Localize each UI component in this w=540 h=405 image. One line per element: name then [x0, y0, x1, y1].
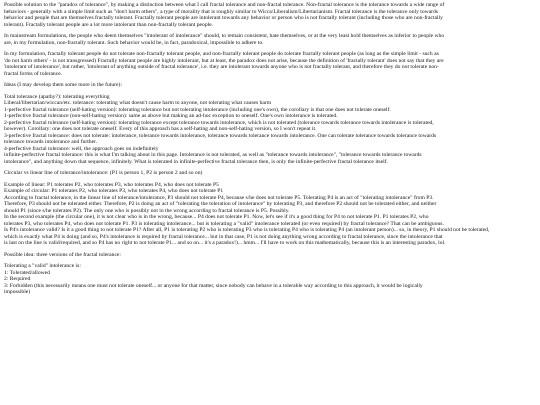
- text-line: impossible): [4, 289, 31, 295]
- text-line: 4-perfective fractal tolerance: well, the approach goes on indefinitely: [4, 145, 159, 152]
- text-line: 2-perfective fractal tolerance (self-hating version): tolerating tolerance except tolerance towards intolerance, which is not tolerated (tolerance towards tolerance towards intolerance is tolerated,: [4, 119, 434, 126]
- text-line: tolerant). Fractally tolerant people are a lot more intolerant than non-fractally tolerant people.: [4, 21, 214, 28]
- text-line: Possible idea: three versions of the fractal tolerance:: [4, 251, 121, 258]
- text-line: 1-perfective fractal tolerance (non-self-hating version): same as above but making an ad-hoc exception to oneself. One's own intolerance is tolerated.: [4, 113, 338, 119]
- text-line: 1-perfective fractal tolerance (self-hating version): tolerating tolerance but not tolerating intolerance (including one's own), the corollary is that one does not tolerate oneself.: [4, 106, 391, 113]
- text-line: behavior and people that are themselves fractally tolerant. Fractally tolerant people are intolerant towards any behavior or person who is not fractally tolerant (including those who are non-fractally: [4, 15, 443, 21]
- paragraph-versions-list: [4, 263, 536, 296]
- text-line: 'intolerant of intolerance', but rather, 'intolerant of anything outside of fractal tolerance', i.e. they are intolerant towards anyone who is not fractally tolerant, and therefore they do not tolerate non-: [4, 64, 439, 70]
- text-line: infinite-perfective fractal tolerance: this is what I'm talking about in this page. Intolerance is not tolerated, as well as "tolerance towards intolerance", "tolerance towards tolerance towards: [4, 152, 422, 158]
- paragraph-ideas-heading: [4, 82, 536, 89]
- paragraph-mainstream: [4, 33, 536, 46]
- text-line: tolerates P3, who tolerates P4, who does not tolerate P1. P3 is tolerating intolerance... but is tolerating a "valid" intolerance tolerated (or even required) by fractal tolerance? That can be ambiguous.: [4, 220, 444, 227]
- paragraph-formulation: [4, 51, 536, 77]
- text-line: Example of circular: P1 tolerates P2, who tolerates P3, who tolerates P4, who does not tolerate P1: [4, 188, 224, 194]
- text-line: behaviors - generally with a simple limit such as "don't harm others", a type of morality that is roughly similar to Wicca/Liberalism/Libertarianism. Fractal tolerance is the tolerance only towards: [4, 8, 438, 15]
- paragraph-tolerance-levels: [4, 94, 536, 166]
- text-line: however). Corollary: one does not tolerate oneself. Every of this approach has a self-hating and non-self-hating version, so I won't repeat it.: [4, 126, 317, 132]
- text-line: According to fractal tolerance, in the linear line of tolerance/intolerance, P3 should not tolerate P4, because s/he does not tolerate P5. Tolerating P4 is an act of "tolerating intolerance" from P3.: [4, 194, 434, 201]
- text-line: Example of linear: P1 tolerates P2, who tolerates P3, who tolerates P4, who does not tolerate P5: [4, 181, 219, 188]
- text-line: Circular vs linear line of tolerance/intolerance: (P1 is person 1, P2 is person 2 and so on): [4, 170, 203, 176]
- text-line: Therefore, P3 should not be tolerated either. Therefore, P2 is doing an act of "tolerating the toleration of intolerance" by tolerating P3, and therefore P2 should not be tolerated either, and neither: [4, 201, 437, 207]
- text-line: Tolerating a "valid" intolerance is:: [4, 263, 81, 269]
- text-line: should P1 (since s/he tolerates P2). The only one who is possibly not in the wrong according to fractal tolerance is P5. Possibly.: [4, 207, 290, 214]
- text-line: is last on the line is valid/required, and so P4 has no right to not tolerate P1... and so on... it's a paradox!)... hmm... I'll have to work on this mathematically, because this is an interesting paradox, lol.: [4, 240, 446, 246]
- text-line: In mainstream formulations, the people who deem themselves "intolerant of intolerance" should, to remain consistent, hate themselves, or at the very least hold themselves as inferior to people who: [4, 33, 445, 39]
- text-line: In my formulation, fractally tolerant people do not tolerate non-fractally tolerant people, and non-fractally tolerant people do tolerate fractally tolerant people (as long as the simple limit - such as: [4, 51, 439, 57]
- text-line: are, in my formulation, non-fractally tolerant. Such behavior would be, in fact, paradoxical, impossible to adhere to.: [4, 39, 264, 46]
- text-line: Possible solution to the "paradox of tolerance", by making a distinction between what I call fractal tolerance and non-fractal tolerance. Non-fractal tolerance is the tolerance towards a wide range of: [4, 2, 445, 8]
- paragraph-circular-heading: [4, 170, 536, 177]
- text-line: 2: Required: [4, 276, 31, 282]
- text-line: Total tolerance (apathy?): tolerating everything: [4, 93, 110, 100]
- text-line: In the second example (the circular one), it is not clear who is in the wrong, because... P4 does not tolerate P1. Now, let's see if it's a good thing for P4 to not tolerate P1. P1 tolerates P2, who: [4, 214, 429, 220]
- text-line: Ideas (I may develop them some more in the future):: [4, 82, 122, 88]
- text-line: 3-perfective fractal tolerance: does not tolerate: intolerance, tolerance towards intolerance, tolerance towards tolerance towards intolerance. One can tolerate tolerance towards tolerance towards: [4, 132, 437, 139]
- text-line: 'do not harm others' - is not transgressed) Fractally tolerant people are highly intolerant, but at least, the paradox does not arise, because the definition of 'fractally tolerant' does not say that they are: [4, 57, 444, 64]
- text-line: 1: Tolerated/allowed: [4, 269, 50, 276]
- text-line: Liberal/libertarian/wiccan/etc. tolerance: tolerating what doesn't cause harm to anyone, not tolerating what causes harm: [4, 100, 272, 106]
- text-line: fractal forms of tolerance.: [4, 70, 63, 77]
- text-line: intolerance", and anything down that sequence, infinitely. What is tolerated in infinite-perfective fractal tolerance then, is only the infinite-perfective fractal tolerance itself.: [4, 158, 388, 165]
- paragraph-versions-heading: [4, 252, 536, 259]
- paragraph-examples: [4, 182, 536, 247]
- paragraph-intro: [4, 2, 536, 28]
- text-line: Is P4's intolerance valid? Is it a good thing to not tolerate P1? After all, P1 is tolerating P2 who is tolerating P3 who is tolerating P4 who is tolerating P4 (an intolerant person)... so, in theory, P1 should not be tolerated,: [4, 227, 490, 233]
- text-line: 3: Forbidden (this necessarily means one must not tolerate oneself... or anyone for that matter, since nobody can behave in a tolerable way according to this approach, it would be logically: [4, 282, 423, 289]
- text-line: which is exactly what P4 is doing (and so, P4's intolerance is required by fractal tolerance... but in that case, P1 is not doing anything wrong according to fractal tolerance, since the intolerance that: [4, 233, 443, 240]
- text-line: tolerance towards intolerance and further.: [4, 139, 98, 145]
